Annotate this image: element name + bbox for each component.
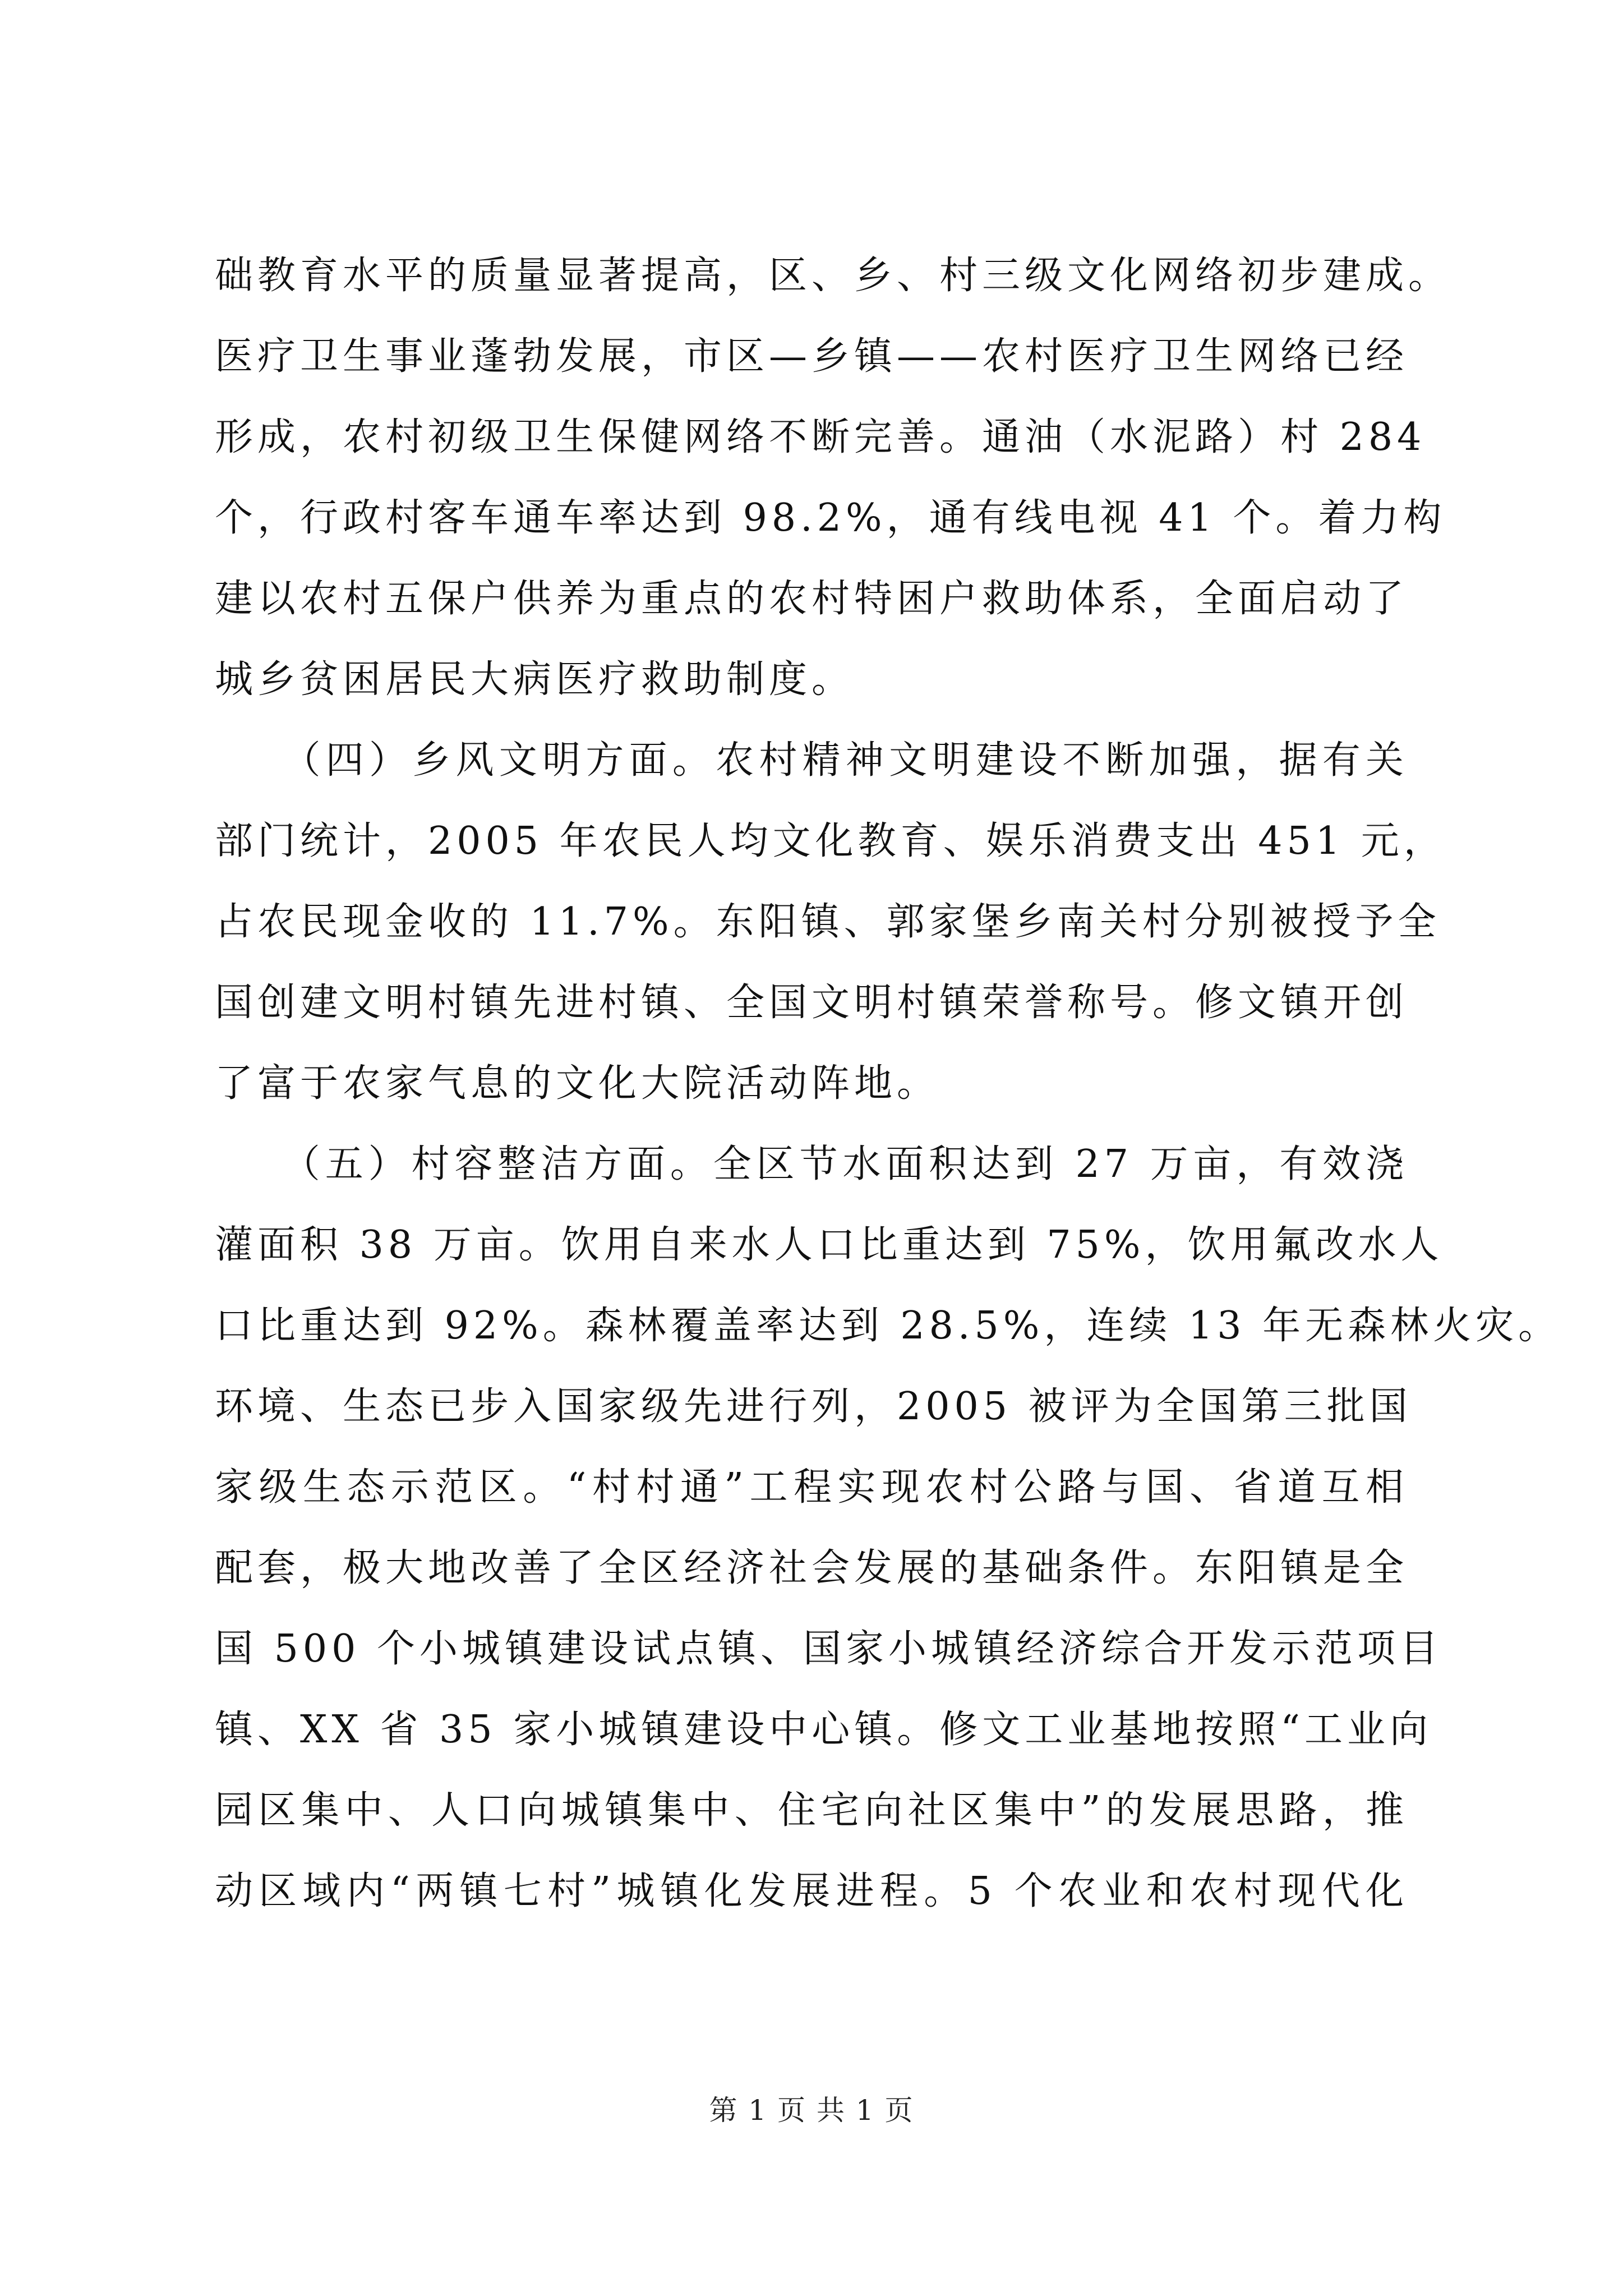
text-line: 形成，农村初级卫生保健网络不断完善。通油（水泥路）村 284 (215, 415, 1426, 459)
text-line: （五）村容整洁方面。全区节水面积达到 27 万亩，有效浇 (215, 1142, 1408, 1186)
text-line: 环境、生态已步入国家级先进行列，2005 被评为全国第三批国 (215, 1384, 1412, 1429)
text-line: （四）乡风文明方面。农村精神文明建设不断加强，据有关 (215, 738, 1408, 783)
text-line: 建以农村五保户供养为重点的农村特困户救助体系，全面启动了 (215, 577, 1409, 621)
text-line: 础教育水平的质量显著提高，区、乡、村三级文化网络初步建成。 (215, 254, 1451, 298)
body-text (215, 236, 1561, 1932)
text-line: 国创建文明村镇先进村镇、全国文明村镇荣誉称号。修文镇开创 (215, 981, 1409, 1025)
text-line: 了富于农家气息的文化大院活动阵地。 (215, 1061, 940, 1106)
text-line: 园区集中、人口向城镇集中、住宅向社区集中”的发展思路，推 (215, 1788, 1408, 1833)
text-line: 动区域内“两镇七村”城镇化发展进程。5 个农业和农村现代化 (215, 1869, 1408, 1913)
text-line: 口比重达到 92%。森林覆盖率达到 28.5%，连续 13 年无森林火灾。 (215, 1304, 1561, 1348)
text-line: 国 500 个小城镇建设试点镇、国家小城镇经济综合开发示范项目 (215, 1627, 1443, 1671)
text-line: 占农民现金收的 11.7%。东阳镇、郭家堡乡南关村分别被授予全 (215, 900, 1441, 944)
text-line: 医疗卫生事业蓬勃发展，市区—乡镇——农村医疗卫生网络已经 (215, 334, 1409, 379)
text-line: 镇、XX 省 35 家小城镇建设中心镇。修文工业基地按照“工业向 (215, 1708, 1432, 1752)
text-line: 个，行政村客车通车率达到 98.2%，通有线电视 41 个。着力构 (215, 496, 1446, 540)
text-line: 灌面积 38 万亩。饮用自来水人口比重达到 75%，饮用氟改水人 (215, 1223, 1444, 1267)
text-line: 配套，极大地改善了全区经济社会发展的基础条件。东阳镇是全 (215, 1546, 1409, 1590)
text-line: 部门统计，2005 年农民人均文化教育、娱乐消费支出 451 元， (215, 819, 1446, 863)
text-line: 家级生态示范区。“村村通”工程实现农村公路与国、省道互相 (215, 1465, 1408, 1510)
page-number-footer: 第 1 页 共 1 页 (709, 2094, 914, 2127)
text-line: 城乡贫困居民大病医疗救助制度。 (215, 657, 855, 702)
